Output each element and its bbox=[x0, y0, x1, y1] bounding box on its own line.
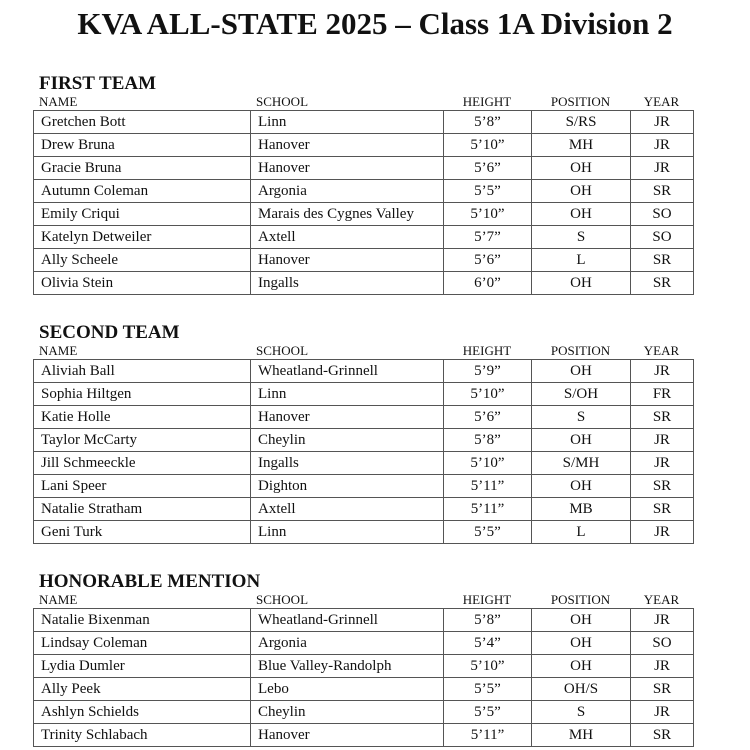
section-heading: SECOND TEAM bbox=[39, 322, 180, 343]
cell-height: 5’10” bbox=[444, 203, 532, 226]
column-header-year: YEAR bbox=[643, 343, 680, 358]
cell-position: OH bbox=[532, 475, 631, 498]
column-header-school: SCHOOL bbox=[256, 94, 309, 109]
second-team-section bbox=[33, 323, 693, 544]
cell-position: OH bbox=[532, 632, 631, 655]
cell-school: Hanover bbox=[251, 157, 444, 180]
cell-name: Sophia Hiltgen bbox=[34, 383, 251, 406]
table-row bbox=[34, 406, 694, 429]
cell-year: JR bbox=[631, 134, 694, 157]
cell-position: S/RS bbox=[532, 111, 631, 134]
cell-position: OH bbox=[532, 157, 631, 180]
cell-height: 5’8” bbox=[444, 111, 532, 134]
cell-school: Ingalls bbox=[251, 452, 444, 475]
cell-position: OH/S bbox=[532, 678, 631, 701]
table-row bbox=[34, 724, 694, 747]
table-row bbox=[34, 609, 694, 632]
cell-position: MB bbox=[532, 498, 631, 521]
table-row bbox=[34, 498, 694, 521]
cell-year: JR bbox=[631, 111, 694, 134]
cell-year: SR bbox=[631, 678, 694, 701]
cell-name: Lani Speer bbox=[34, 475, 251, 498]
cell-position: OH bbox=[532, 609, 631, 632]
cell-position: L bbox=[532, 521, 631, 544]
cell-school: Lebo bbox=[251, 678, 444, 701]
column-header-position: POSITION bbox=[550, 592, 611, 607]
table-row bbox=[34, 226, 694, 249]
cell-position: S bbox=[532, 701, 631, 724]
cell-school: Hanover bbox=[251, 134, 444, 157]
cell-name: Katie Holle bbox=[34, 406, 251, 429]
second-team-table bbox=[33, 359, 694, 544]
cell-school: Axtell bbox=[251, 226, 444, 249]
table-row bbox=[34, 111, 694, 134]
cell-position: S bbox=[532, 406, 631, 429]
cell-school: Wheatland-Grinnell bbox=[251, 609, 444, 632]
cell-year: JR bbox=[631, 360, 694, 383]
column-header-position: POSITION bbox=[550, 343, 611, 358]
column-header-year: YEAR bbox=[643, 592, 680, 607]
cell-height: 5’7” bbox=[444, 226, 532, 249]
column-header-height: HEIGHT bbox=[462, 343, 512, 358]
cell-school: Dighton bbox=[251, 475, 444, 498]
cell-name: Ally Scheele bbox=[34, 249, 251, 272]
cell-year: SR bbox=[631, 498, 694, 521]
cell-position: OH bbox=[532, 655, 631, 678]
cell-year: JR bbox=[631, 429, 694, 452]
cell-height: 5’9” bbox=[444, 360, 532, 383]
cell-height: 5’5” bbox=[444, 678, 532, 701]
column-header-school: SCHOOL bbox=[256, 592, 309, 607]
cell-name: Lydia Dumler bbox=[34, 655, 251, 678]
cell-height: 5’10” bbox=[444, 134, 532, 157]
cell-year: SO bbox=[631, 632, 694, 655]
cell-school: Axtell bbox=[251, 498, 444, 521]
cell-school: Linn bbox=[251, 521, 444, 544]
column-headers bbox=[33, 94, 693, 110]
cell-school: Hanover bbox=[251, 724, 444, 747]
table-row bbox=[34, 452, 694, 475]
cell-position: S/MH bbox=[532, 452, 631, 475]
page-title: KVA ALL-STATE 2025 – Class 1A Division 2 bbox=[77, 6, 673, 41]
cell-position: S/OH bbox=[532, 383, 631, 406]
cell-height: 5’5” bbox=[444, 180, 532, 203]
cell-name: Trinity Schlabach bbox=[34, 724, 251, 747]
cell-year: JR bbox=[631, 521, 694, 544]
first-team-section bbox=[33, 74, 693, 295]
column-header-position: POSITION bbox=[550, 94, 611, 109]
cell-name: Jill Schmeeckle bbox=[34, 452, 251, 475]
cell-school: Hanover bbox=[251, 249, 444, 272]
cell-position: MH bbox=[532, 134, 631, 157]
cell-school: Wheatland-Grinnell bbox=[251, 360, 444, 383]
cell-year: JR bbox=[631, 655, 694, 678]
column-header-name: NAME bbox=[39, 343, 78, 358]
column-header-height: HEIGHT bbox=[462, 592, 512, 607]
column-header-year: YEAR bbox=[643, 94, 680, 109]
cell-year: JR bbox=[631, 452, 694, 475]
column-header-name: NAME bbox=[39, 592, 78, 607]
cell-year: SR bbox=[631, 272, 694, 295]
cell-name: Taylor McCarty bbox=[34, 429, 251, 452]
table-row bbox=[34, 475, 694, 498]
cell-name: Autumn Coleman bbox=[34, 180, 251, 203]
first-team-table bbox=[33, 110, 694, 295]
cell-year: SR bbox=[631, 475, 694, 498]
cell-height: 5’8” bbox=[444, 609, 532, 632]
cell-name: Gracie Bruna bbox=[34, 157, 251, 180]
cell-year: JR bbox=[631, 701, 694, 724]
cell-height: 6’0” bbox=[444, 272, 532, 295]
cell-name: Ally Peek bbox=[34, 678, 251, 701]
column-header-name: NAME bbox=[39, 94, 78, 109]
cell-school: Blue Valley-Randolph bbox=[251, 655, 444, 678]
cell-year: SR bbox=[631, 724, 694, 747]
cell-school: Argonia bbox=[251, 180, 444, 203]
cell-school: Argonia bbox=[251, 632, 444, 655]
table-row bbox=[34, 203, 694, 226]
cell-year: JR bbox=[631, 157, 694, 180]
honorable-mention-section bbox=[33, 572, 693, 747]
cell-height: 5’4” bbox=[444, 632, 532, 655]
section-heading: HONORABLE MENTION bbox=[39, 571, 261, 592]
table-row bbox=[34, 701, 694, 724]
table-row bbox=[34, 632, 694, 655]
cell-position: OH bbox=[532, 360, 631, 383]
table-row bbox=[34, 249, 694, 272]
cell-name: Emily Criqui bbox=[34, 203, 251, 226]
column-headers bbox=[33, 592, 693, 608]
section-heading: FIRST TEAM bbox=[39, 73, 157, 94]
cell-height: 5’6” bbox=[444, 157, 532, 180]
cell-name: Natalie Bixenman bbox=[34, 609, 251, 632]
cell-year: SR bbox=[631, 249, 694, 272]
cell-name: Aliviah Ball bbox=[34, 360, 251, 383]
table-row bbox=[34, 429, 694, 452]
cell-school: Linn bbox=[251, 111, 444, 134]
cell-height: 5’10” bbox=[444, 655, 532, 678]
cell-height: 5’6” bbox=[444, 406, 532, 429]
cell-school: Marais des Cygnes Valley bbox=[251, 203, 444, 226]
table-row bbox=[34, 180, 694, 203]
cell-school: Ingalls bbox=[251, 272, 444, 295]
table-row bbox=[34, 272, 694, 295]
cell-school: Cheylin bbox=[251, 429, 444, 452]
column-header-school: SCHOOL bbox=[256, 343, 309, 358]
cell-height: 5’5” bbox=[444, 701, 532, 724]
cell-position: L bbox=[532, 249, 631, 272]
cell-name: Gretchen Bott bbox=[34, 111, 251, 134]
cell-position: OH bbox=[532, 203, 631, 226]
cell-height: 5’10” bbox=[444, 383, 532, 406]
cell-year: SO bbox=[631, 203, 694, 226]
cell-name: Drew Bruna bbox=[34, 134, 251, 157]
table-row bbox=[34, 360, 694, 383]
cell-position: OH bbox=[532, 429, 631, 452]
cell-year: SR bbox=[631, 180, 694, 203]
cell-school: Hanover bbox=[251, 406, 444, 429]
table-row bbox=[34, 157, 694, 180]
column-header-height: HEIGHT bbox=[462, 94, 512, 109]
cell-position: OH bbox=[532, 272, 631, 295]
cell-height: 5’11” bbox=[444, 475, 532, 498]
table-row bbox=[34, 134, 694, 157]
cell-height: 5’11” bbox=[444, 724, 532, 747]
cell-name: Lindsay Coleman bbox=[34, 632, 251, 655]
cell-school: Cheylin bbox=[251, 701, 444, 724]
cell-height: 5’8” bbox=[444, 429, 532, 452]
cell-year: SO bbox=[631, 226, 694, 249]
cell-year: FR bbox=[631, 383, 694, 406]
table-row bbox=[34, 383, 694, 406]
honorable-mention-table bbox=[33, 608, 694, 747]
table-row bbox=[34, 655, 694, 678]
table-row bbox=[34, 521, 694, 544]
cell-year: JR bbox=[631, 609, 694, 632]
cell-height: 5’11” bbox=[444, 498, 532, 521]
cell-position: S bbox=[532, 226, 631, 249]
cell-height: 5’5” bbox=[444, 521, 532, 544]
cell-school: Linn bbox=[251, 383, 444, 406]
cell-name: Geni Turk bbox=[34, 521, 251, 544]
cell-year: SR bbox=[631, 406, 694, 429]
cell-name: Natalie Stratham bbox=[34, 498, 251, 521]
cell-height: 5’6” bbox=[444, 249, 532, 272]
cell-position: OH bbox=[532, 180, 631, 203]
column-headers bbox=[33, 343, 693, 359]
table-row bbox=[34, 678, 694, 701]
cell-name: Olivia Stein bbox=[34, 272, 251, 295]
cell-name: Ashlyn Schields bbox=[34, 701, 251, 724]
cell-position: MH bbox=[532, 724, 631, 747]
cell-height: 5’10” bbox=[444, 452, 532, 475]
cell-name: Katelyn Detweiler bbox=[34, 226, 251, 249]
